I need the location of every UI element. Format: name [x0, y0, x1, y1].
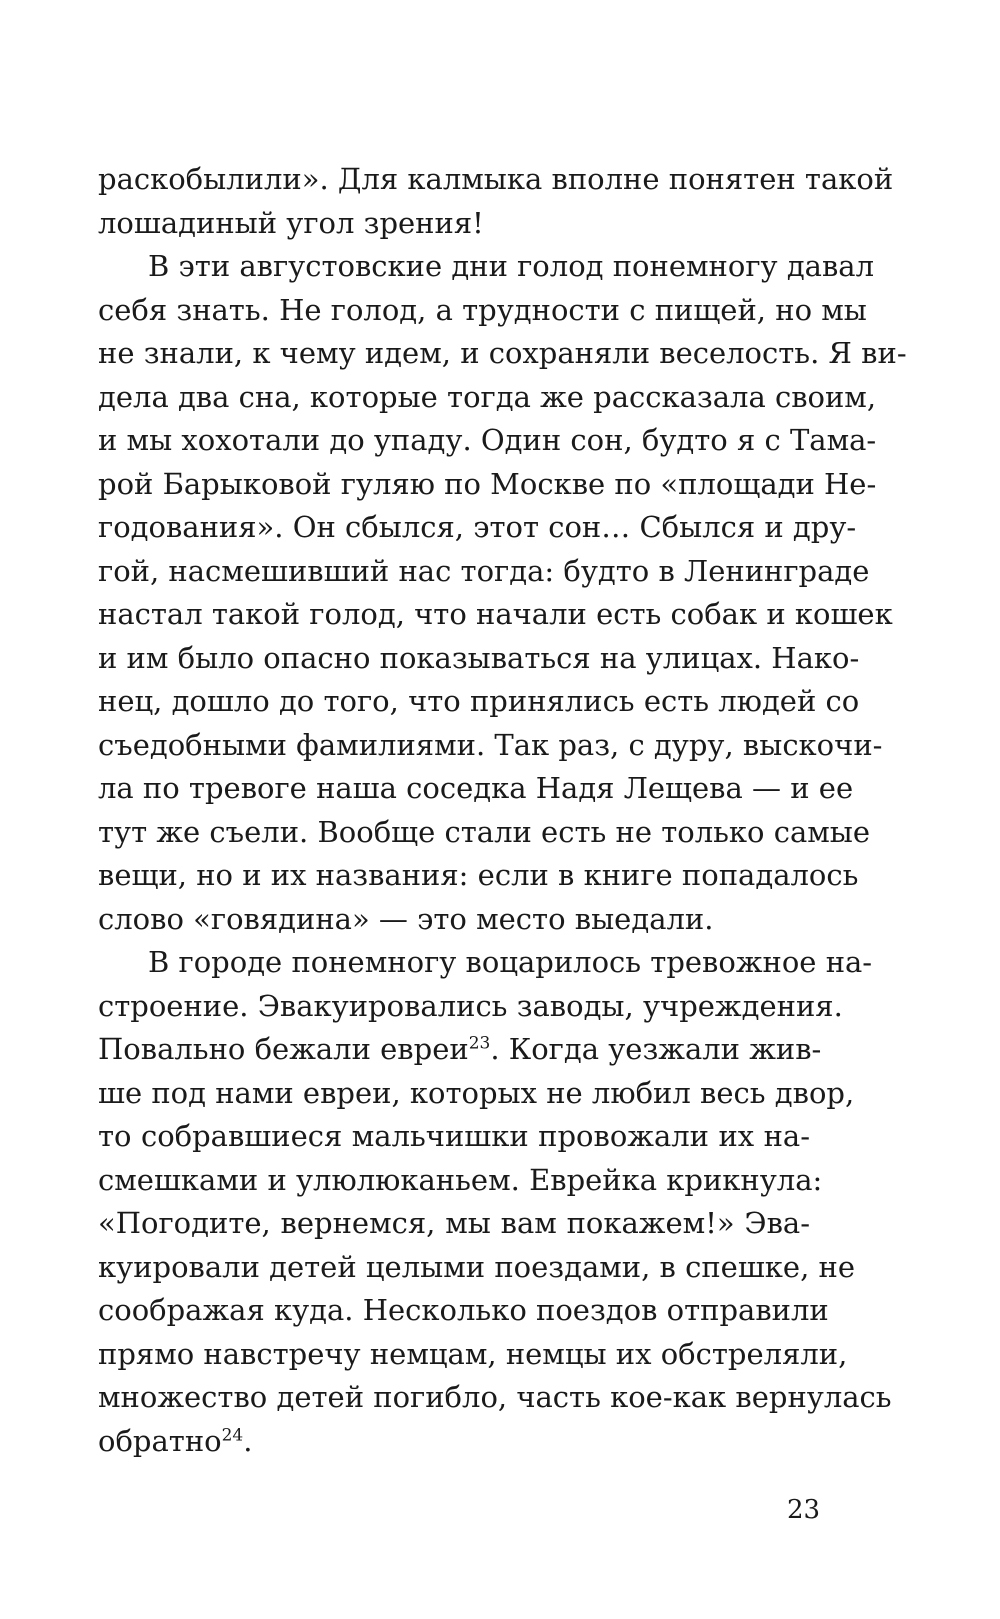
text-line: В эти августовские дни голод понемногу давал [148, 249, 875, 283]
text-line: и мы хохотали до упаду. Один сон, будто я с Тама- [98, 423, 877, 457]
text-line-with-footnote [98, 1420, 810, 1464]
text-line: В городе понемногу воцарилось тревожное на- [148, 945, 873, 979]
footnote-ref-24[interactable]: 24 [221, 1424, 244, 1445]
text-line: дела два сна, которые тогда же рассказала своим, [98, 379, 877, 414]
footnote-ref-23[interactable]: 23 [468, 1033, 491, 1054]
text-line: строение. Эвакуировались заводы, учреждения. [98, 988, 843, 1023]
text-line: лошадиный угол зрения! [98, 205, 484, 240]
text-line: прямо навстречу немцам, немцы их обстреляли, [98, 1336, 848, 1371]
text-line: рой Барыковой гуляю по Москве по «площади Не- [98, 466, 877, 501]
text-fragment: . Когда уезжали жив- [490, 1032, 822, 1066]
text-line: слово «говядина» — это место выедали. [98, 901, 714, 936]
paragraph [98, 245, 907, 941]
text-line: вещи, но и их названия: если в книге попадалось [98, 858, 859, 892]
text-line: себя знать. Не голод, а трудности с пищей, но мы [98, 292, 867, 327]
text-line: гой, насмешивший нас тогда: будто в Ленинграде [98, 553, 870, 588]
text-line: тут же съели. Вообще стали есть не только самые [98, 814, 871, 849]
text-fragment: обратно [98, 1423, 222, 1458]
text-line: смешками и улюлюканьем. Еврейка крикнула: [98, 1162, 823, 1197]
page-body [98, 158, 907, 1463]
text-line: настал такой голод, что начали есть собак и кошек [98, 597, 893, 631]
text-fragment: Повально бежали евреи [98, 1032, 469, 1066]
text-line: не знали, к чему идем, и сохраняли веселость. Я ви- [98, 336, 907, 370]
text-line: нец, дошло до того, что принялись есть людей со [98, 684, 860, 718]
text-line: «Погодите, вернемся, мы вам покажем!» Эва- [98, 1206, 810, 1240]
paragraph [98, 941, 892, 1463]
paragraph [98, 158, 894, 245]
text-line: ше под нами евреи, которых не любил весь двор, [98, 1075, 855, 1110]
page-number: 23 [787, 1495, 821, 1525]
text-fragment: . [243, 1423, 253, 1458]
text-line: то собравшиеся мальчишки провожали их на- [98, 1119, 810, 1153]
text-line: годования». Он сбылся, этот сон… Сбылся и дру- [98, 510, 857, 544]
text-line: ла по тревоге наша соседка Надя Лещева — и ее [98, 771, 854, 805]
text-line: куировали детей целыми поездами, в спешке, не [98, 1249, 856, 1284]
text-line: соображая куда. Несколько поездов отправили [98, 1293, 829, 1327]
text-line: раскобылили». Для калмыка вполне понятен такой [98, 162, 894, 196]
text-line: съедобными фамилиями. Так раз, с дуру, выскочи- [98, 727, 883, 762]
text-line-with-footnote [98, 1028, 822, 1072]
text-line: множество детей погибло, часть кое-как вернулась [98, 1380, 892, 1414]
text-line: и им было опасно показываться на улицах. Нако- [98, 640, 860, 675]
